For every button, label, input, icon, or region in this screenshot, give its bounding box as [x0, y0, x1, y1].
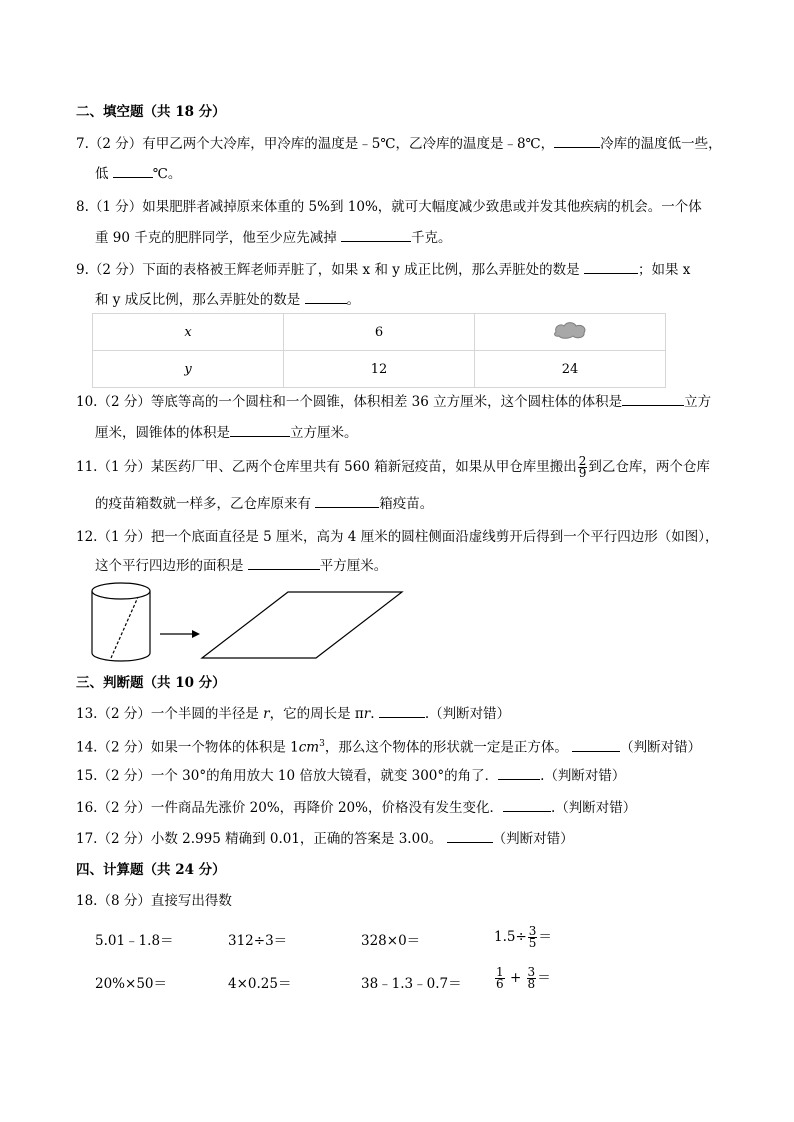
question-10-line1: 10.（2 分）等底等高的一个圆柱和一个圆锥，体积相差 36 立方厘米，这个圆柱体的体积是 立方: [76, 394, 712, 410]
calc-item: 38﹣1.3﹣0.7＝: [361, 976, 462, 992]
parallelogram-figure: [202, 592, 402, 658]
question-9-line1: 9.（2 分）下面的表格被王辉老师弄脏了，如果 x 和 y 成正比例，那么弄脏处的数是 ；如果 x: [76, 262, 691, 278]
calc-item: 328×0＝: [361, 933, 421, 949]
fraction: $\frac{2}{9}$: [578, 454, 587, 480]
question-13: 13.（2 分）一个半圆的半径是 r，它的周长是 πr. .（判断对错）: [76, 706, 511, 722]
answer-blank[interactable]: [447, 829, 493, 843]
question-16: 16.（2 分）一件商品先涨价 20%，再降价 20%，价格没有发生变化． .（判断对错）: [76, 800, 637, 816]
question-18-title: 18.（8 分）直接写出得数: [76, 893, 232, 909]
question-14: 14.（2 分）如果一个物体的体积是 $1cm^3$，那么这个物体的形状就一定是正方体。 （判断对错）: [76, 739, 702, 756]
answer-blank[interactable]: [379, 704, 425, 718]
answer-blank[interactable]: [498, 766, 540, 780]
calc-item: 1.5÷ $\frac{3}{5}$ ＝: [494, 924, 552, 950]
answer-blank[interactable]: [503, 798, 551, 812]
fraction: $\frac{3}{8}$: [527, 965, 536, 991]
question-7-line2: 低 ℃。: [95, 166, 182, 182]
proportion-table: [92, 313, 666, 388]
question-7-line1: 7.（2 分）有甲乙两个大冷库，甲冷库的温度是﹣5℃，乙冷库的温度是﹣8℃， 冷库的温度低一些，: [76, 136, 722, 152]
calc-item: 4×0.25＝: [228, 976, 292, 992]
table-row: [93, 351, 666, 388]
section-calc-title: 四、计算题（共 24 分）: [76, 862, 226, 878]
answer-blank[interactable]: [315, 494, 379, 508]
table-row: [93, 314, 666, 351]
answer-blank[interactable]: [622, 392, 684, 406]
question-8-line1: 8.（1 分）如果肥胖者减掉原来体重的 5%到 10%，就可大幅度减少致患或并发其他疾病的机会。一个体: [76, 199, 702, 215]
calc-item: 5.01﹣1.8＝: [95, 933, 174, 949]
question-9-line2: 和 y 成反比例，那么弄脏处的数是 。: [95, 292, 361, 308]
table-cell-smudged: [475, 314, 666, 351]
cylinder-figure: [92, 583, 150, 661]
smudge-icon: [552, 320, 588, 340]
question-15: 15.（2 分）一个 30°的角用放大 10 倍放大镜看，就变 300°的角了． .（判断对错）: [76, 768, 626, 784]
section-judge-title: 三、判断题（共 10 分）: [76, 675, 226, 691]
cylinder-to-parallelogram-figure: [88, 580, 408, 670]
answer-blank[interactable]: [572, 738, 620, 752]
answer-blank[interactable]: [305, 290, 347, 304]
fraction: $\frac{3}{5}$: [528, 924, 537, 950]
answer-blank[interactable]: [248, 556, 320, 570]
table-cell: 12: [284, 351, 475, 388]
question-11-line1: 11.（1 分）某医药厂甲、乙两个仓库里共有 560 箱新冠疫苗，如果从甲仓库里搬出 $\frac{2}{9}$ 到乙仓库，两个仓库: [76, 454, 710, 480]
answer-blank[interactable]: [341, 228, 411, 242]
table-cell: 24: [475, 351, 666, 388]
answer-blank[interactable]: [554, 134, 600, 148]
question-17: 17.（2 分）小数 2.995 精确到 0.01，正确的答案是 3.00。 （判断对错）: [76, 831, 574, 847]
section-fill-title: 二、填空题（共 18 分）: [76, 104, 226, 120]
question-12-line2: 这个平行四边形的面积是 平方厘米。: [95, 558, 388, 574]
calc-item: $\frac{1}{6}$ + $\frac{3}{8}$ ＝: [496, 965, 551, 991]
table-header-x: x: [93, 314, 284, 351]
table-cell: 6: [284, 314, 475, 351]
fraction: $\frac{1}{6}$: [496, 965, 504, 991]
calc-item: 20%×50＝: [95, 976, 167, 992]
answer-blank[interactable]: [113, 164, 153, 178]
question-11-line2: 的疫苗箱数就一样多，乙仓库原来有 箱疫苗。: [95, 496, 434, 512]
question-10-line2: 厘米，圆锥体的体积是 立方厘米。: [95, 425, 358, 441]
answer-blank[interactable]: [230, 423, 290, 437]
question-8-line2: 重 90 千克的肥胖同学，他至少应先减掉 千克。: [95, 230, 452, 246]
arrow-icon: [160, 630, 200, 638]
question-12-line1: 12.（1 分）把一个底面直径是 5 厘米，高为 4 厘米的圆柱侧面沿虚线剪开后得到一个平行四边形（如图），: [76, 529, 719, 545]
table-header-y: y: [93, 351, 284, 388]
answer-blank[interactable]: [584, 260, 638, 274]
calc-item: 312÷3＝: [228, 933, 288, 949]
